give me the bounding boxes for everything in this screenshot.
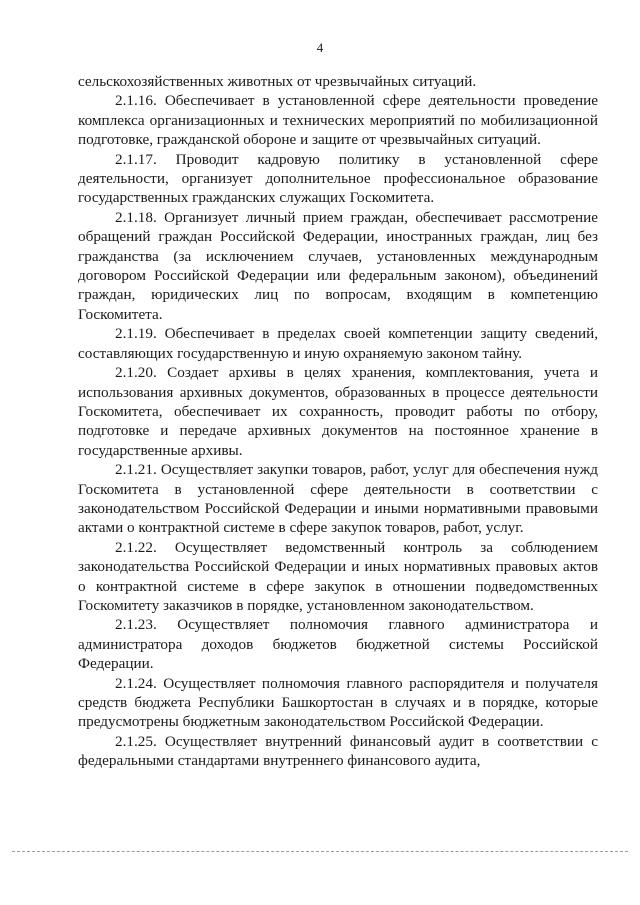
paragraph-2-1-18: 2.1.18. Организует личный прием граждан, обеспечивает рассмотрение обращений граждан Российской Федерации, иностранных граждан, лиц без гражданства (за исключением случаев, установленных международным договором Российской Федерации или федеральным законом), объединений граждан, юридических лиц по вопросам, входящим в компетенцию Госкомитета.	[78, 208, 598, 323]
paragraph-2-1-20: 2.1.20. Создает архивы в целях хранения, комплектования, учета и использования архивных документов, образованных в процессе деятельности Госкомитета, обеспечивает их сохранность, проводит работы по отбору, подготовке и передаче архивных документов на постоянное хранение в государственные архивы.	[78, 364, 598, 459]
paragraph-2-1-25: 2.1.25. Осуществляет внутренний финансовый аудит в соответствии с федеральными стандартами внутреннего финансового аудита,	[78, 732, 598, 770]
paragraph-2-1-17: 2.1.17. Проводит кадровую политику в установленной сфере деятельности, организует дополнительное профессиональное образование государственных гражданских служащих Госкомитета.	[78, 150, 598, 207]
paragraph-continuation: сельскохозяйственных животных от чрезвычайных ситуаций.	[78, 73, 477, 90]
page-number: 4	[316, 40, 324, 55]
paragraph-2-1-16: 2.1.16. Обеспечивает в установленной сфере деятельности проведение комплекса организационных и технических мероприятий по мобилизационной подготовке, гражданской обороне и защите от чрезвычайных ситуаций.	[78, 92, 598, 149]
paragraph-2-1-24: 2.1.24. Осуществляет полномочия главного распорядителя и получателя средств бюджета Республики Башкортостан в случаях и в порядке, которые предусмотрены бюджетным законодательством Российской Федерации.	[78, 674, 598, 731]
paragraph-2-1-19: 2.1.19. Обеспечивает в пределах своей компетенции защиту сведений, составляющих государственную и иную охраняемую законом тайну.	[78, 325, 598, 362]
paragraph-2-1-23: 2.1.23. Осуществляет полномочия главного администратора и администратора доходов бюджетов бюджетной системы Российской Федерации.	[78, 616, 598, 673]
paragraph-2-1-22: 2.1.22. Осуществляет ведомственный контроль за соблюдением законодательства Российской Федерации и иных нормативных правовых актов о контрактной системе в сфере закупок в отношении подведомственных Госкомитету заказчиков в порядке, установленном законодательством.	[78, 538, 598, 614]
page-bottom-divider	[12, 851, 628, 852]
paragraph-2-1-21: 2.1.21. Осуществляет закупки товаров, работ, услуг для обеспечения нужд Госкомитета в установленной сфере деятельности в соответствии с законодательством Российской Федерации и иными нормативными правовыми актами о контрактной системе в сфере закупок товаров, работ, услуг.	[78, 461, 598, 537]
document-body	[78, 72, 598, 771]
